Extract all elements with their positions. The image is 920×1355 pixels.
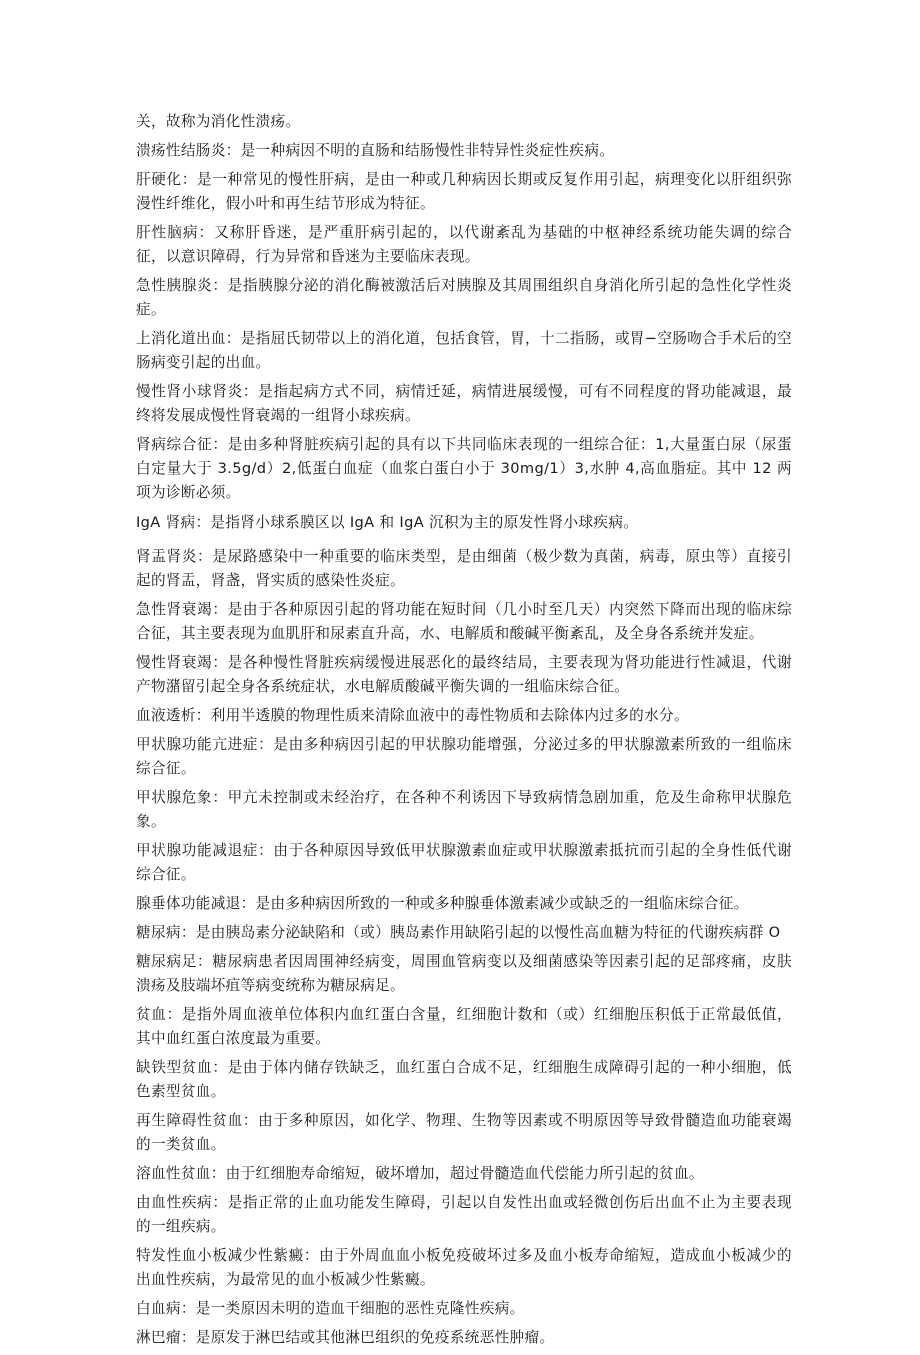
document-body	[136, 110, 792, 1355]
paragraph-chronic-glomerulonephritis: 慢性肾小球肾炎：是指起病方式不同，病情迁延，病情进展缓慢，可有不同程度的肾功能减退，最终将发展成慢性肾衰竭的一组肾小球疾病。	[136, 383, 792, 424]
paragraph-acute-renal-failure: 急性肾衰竭：是由于各种原因引起的肾功能在短时间（几小时至几天）内突然下降而出现的临床综合征，其主要表现为血肌肝和尿素直升高，水、电解质和酸碱平衡紊乱，及全身各系统并发症。	[136, 601, 792, 642]
paragraph-diabetes: 糖尿病：是由胰岛素分泌缺陷和（或）胰岛素作用缺陷引起的以慢性高血糖为特征的代谢疾病群 O	[136, 924, 781, 941]
paragraph-itp: 特发性血小板减少性紫癜：由于外周血血小板免疫破坏过多及血小板寿命缩短，造成血小板减少的出血性疾病，为最常见的血小板减少性紫癜。	[136, 1247, 792, 1288]
paragraph-ulcerative-colitis: 溃疡性结肠炎：是一种病因不明的直肠和结肠慢性非特异性炎症性疾病。	[136, 142, 615, 159]
paragraph-iga-nephropathy: IgA 肾病：是指肾小球系膜区以 IgA 和 IgA 沉积为主的原发性肾小球疾病。	[136, 514, 639, 531]
paragraph-chronic-renal-failure: 慢性肾衰竭：是各种慢性肾脏疾病缓慢进展恶化的最终结局，主要表现为肾功能进行性减退，代谢产物潴留引起全身各系统症状，水电解质酸碱平衡失调的一组临床综合征。	[136, 654, 792, 695]
paragraph-iron-deficiency-anemia: 缺铁型贫血：是由于体内储存铁缺乏，血红蛋白合成不足，红细胞生成障碍引起的一种小细胞，低色素型贫血。	[136, 1059, 792, 1100]
paragraph-hypothyroidism: 甲状腺功能减退症：由于各种原因导致低甲状腺激素血症或甲状腺激素抵抗而引起的全身性低代谢综合征。	[136, 842, 792, 883]
paragraph-anemia: 贫血：是指外周血液单位体积内血红蛋白含量，红细胞计数和（或）红细胞压积低于正常最低值，其中血红蛋白浓度最为重要。	[136, 1006, 792, 1047]
paragraph-hemodialysis: 血液透析：利用半透膜的物理性质来清除血液中的毒性物质和去除体内过多的水分。	[136, 707, 689, 724]
paragraph-hypopituitarism: 腺垂体功能减退：是由多种病因所致的一种或多种腺垂体激素减少或缺乏的一组临床综合征。	[136, 895, 749, 912]
paragraph-aplastic-anemia: 再生障碍性贫血：由于多种原因，如化学、物理、生物等因素或不明原因等导致骨髓造血功能衰竭的一类贫血。	[136, 1112, 792, 1153]
paragraph-nephrotic-syndrome: 肾病综合征：是由多种肾脏疾病引起的具有以下共同临床表现的一组综合征：1,大量蛋白尿（尿蛋白定量大于 3.5g/d）2,低蛋白血症（血浆白蛋白小于 30mg/1）3,水肿 4,高血脂症。其中 12 两项为诊断必须。	[136, 436, 792, 501]
paragraph-peptic-ulcer-tail: 关，故称为消化性溃疡。	[136, 113, 301, 130]
paragraph-lymphoma: 淋巴瘤：是原发于淋巴结或其他淋巴组织的免疫系统恶性肿瘤。	[136, 1329, 555, 1346]
paragraph-hepatic-encephalopathy: 肝性脑病：又称肝昏迷，是严重肝病引起的，以代谢紊乱为基础的中枢神经系统功能失调的综合征，以意识障碍，行为异常和昏迷为主要临床表现。	[136, 224, 792, 265]
paragraph-pyelonephritis: 肾盂肾炎：是尿路感染中一种重要的临床类型，是由细菌（极少数为真菌，病毒，原虫等）直接引起的肾盂，肾盏，肾实质的感染性炎症。	[136, 548, 792, 589]
paragraph-cirrhosis: 肝硬化：是一种常见的慢性肝病，是由一种或几种病因长期或反复作用引起，病理变化以肝组织弥漫性纤维化，假小叶和再生结节形成为特征。	[136, 171, 792, 212]
paragraph-hemolytic-anemia: 溶血性贫血：由于红细胞寿命缩短，破坏增加，超过骨髓造血代偿能力所引起的贫血。	[136, 1165, 704, 1182]
paragraph-diabetic-foot: 糖尿病足：糖尿病患者因周围神经病变，周围血管病变以及细菌感染等因素引起的足部疼痛，皮肤溃疡及肢端坏疽等病变统称为糖尿病足。	[136, 953, 792, 994]
paragraph-acute-pancreatitis: 急性胰腺炎：是指胰腺分泌的消化酶被激活后对胰腺及其周围组织自身消化所引起的急性化学性炎症。	[136, 277, 792, 318]
paragraph-thyroid-crisis: 甲状腺危象：甲亢未控制或未经治疗，在各种不利诱因下导致病情急剧加重，危及生命称甲状腺危象。	[136, 789, 792, 830]
paragraph-bleeding-disorders: 由血性疾病：是指正常的止血功能发生障碍，引起以自发性出血或轻微创伤后出血不止为主要表现的一组疾病。	[136, 1194, 792, 1235]
paragraph-leukemia: 白血病：是一类原因未明的造血干细胞的恶性克隆性疾病。	[136, 1300, 525, 1317]
paragraph-hyperthyroidism: 甲状腺功能亢进症：是由多种病因引起的甲状腺功能增强，分泌过多的甲状腺激素所致的一组临床综合征。	[136, 736, 792, 777]
paragraph-upper-gi-bleeding: 上消化道出血：是指屈氏韧带以上的消化道，包括食管，胃，十二指肠，或胃−空肠吻合手术后的空肠病变引起的出血。	[136, 330, 792, 371]
